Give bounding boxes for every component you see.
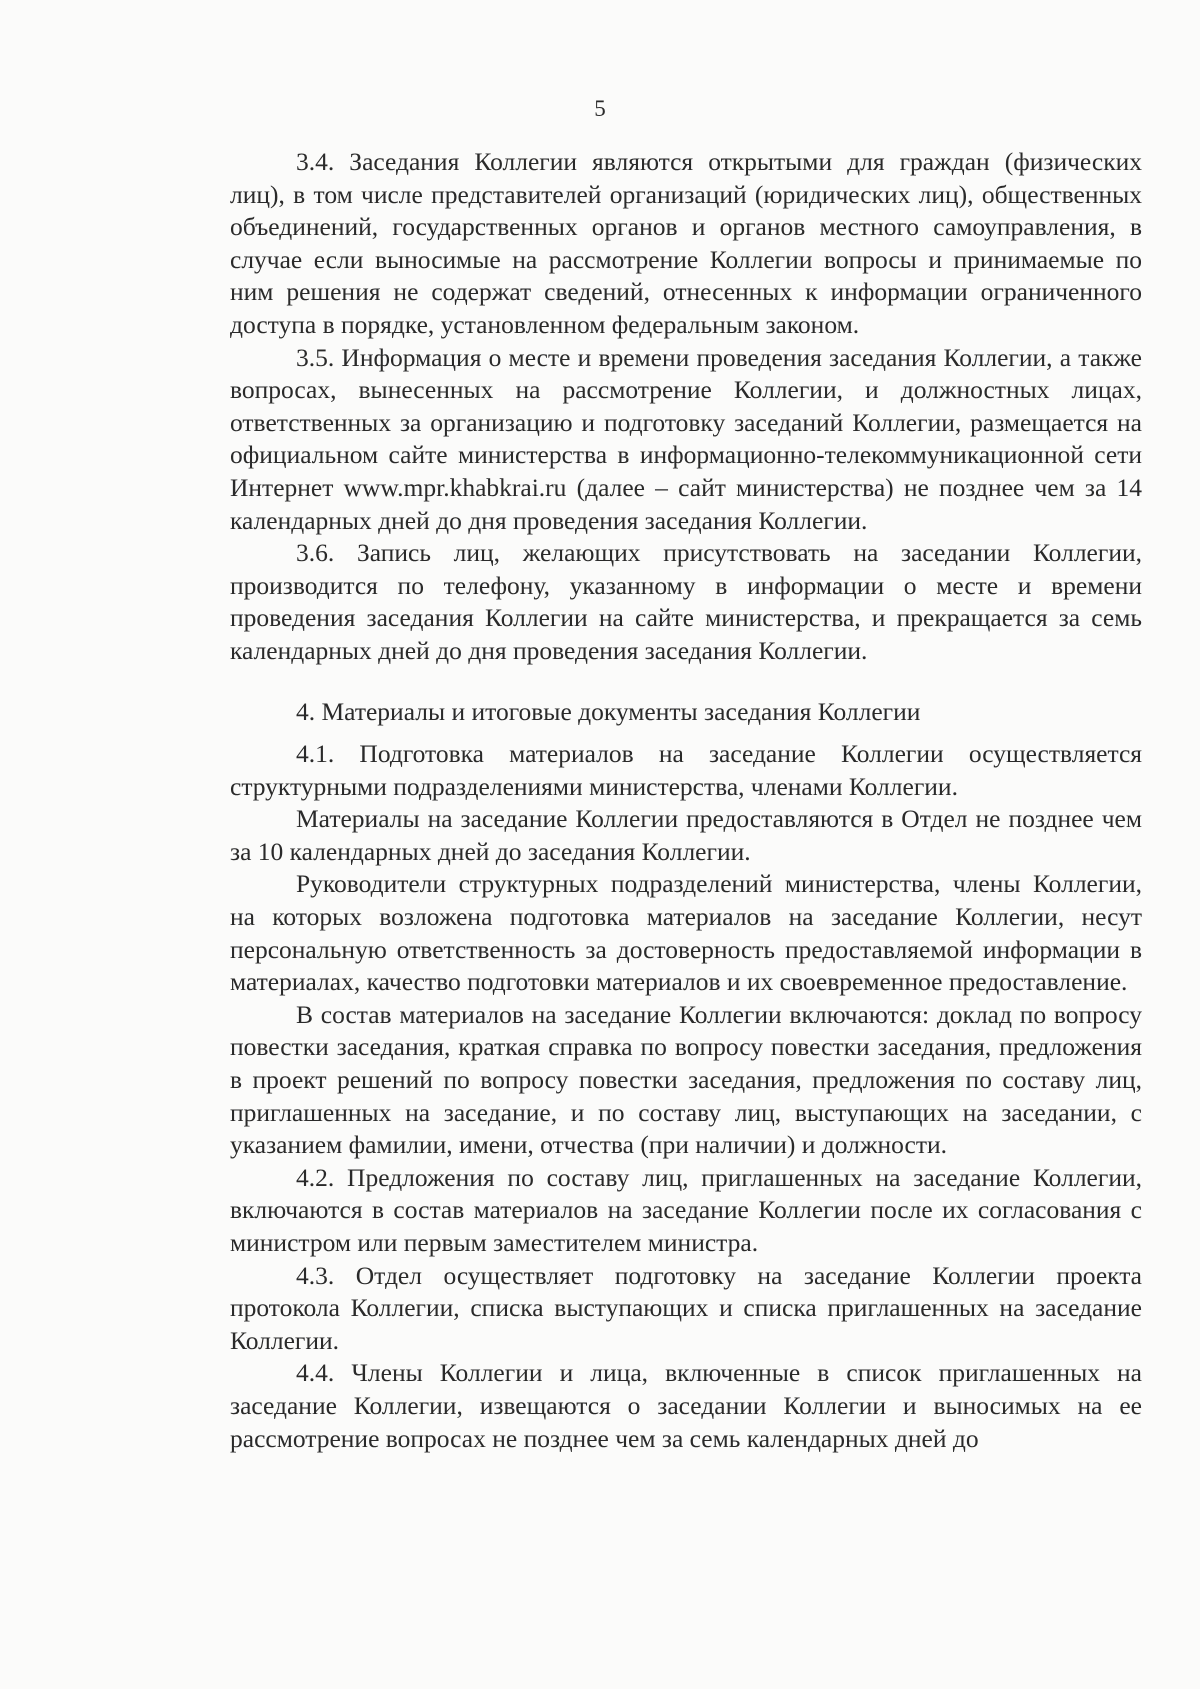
paragraph-materials-composition: В состав материалов на заседание Коллегии включаются: доклад по вопросу повестки заседания, краткая справка по вопросу повестки заседания, предложения в проект решений по вопросу повестки заседания, предложения по составу лиц, приглашенных на заседание, и по составу лиц, выступающих на заседании, с указанием фамилии, имени, отчества (при наличии) и должности. bbox=[230, 999, 1142, 1160]
page-number: 5 bbox=[594, 96, 606, 121]
paragraph-3-4: 3.4. Заседания Коллегии являются открытыми для граждан (физических лиц), в том числе представителей организаций (юридических лиц), общественных объединений, государственных органов и органов местного самоуправления, в случае если выносимые на рассмотрение Коллегии вопросы и принимаемые по ним решения не содержат сведений, отнесенных к информации ограниченного доступа в порядке, установленном федеральным законом. bbox=[230, 147, 1142, 339]
paragraph-responsibility: Руководители структурных подразделений министерства, члены Коллегии, на которых возложена подготовка материалов на заседание Коллегии, несут персональную ответственность за достоверность предоставляемой информации в материалах, качество подготовки материалов и их своевременное предоставление. bbox=[230, 869, 1142, 997]
paragraph-3-5: 3.5. Информация о месте и времени проведения заседания Коллегии, а также вопросах, вынесенных на рассмотрение Коллегии, и должностных лицах, ответственных за организацию и подготовку заседаний Коллегии, размещается на официальном сайте министерства в информационно-телекоммуникационной сети Интернет www.mpr.khabkrai.ru (далее – сайт министерства) не позднее чем за 14 календарных дней до дня проведения заседания Коллегии. bbox=[230, 342, 1142, 535]
section-heading-4: 4. Материалы и итоговые документы заседания Коллегии bbox=[296, 696, 921, 726]
document-body bbox=[230, 146, 1142, 1455]
paragraph-3-6: 3.6. Запись лиц, желающих присутствовать на заседании Коллегии, производится по телефону, указанному в информации о месте и времени проведения заседания Коллегии на сайте министерства, и прекращается за семь календарных дней до дня проведения заседания Коллегии. bbox=[230, 538, 1142, 665]
paragraph-4-3: 4.3. Отдел осуществляет подготовку на заседание Коллегии проекта протокола Коллегии, списка выступающих и списка приглашенных на заседание Коллегии. bbox=[230, 1260, 1142, 1355]
paragraph-4-4: 4.4. Члены Коллегии и лица, включенные в список приглашенных на заседание Коллегии, извещаются о заседании Коллегии и выносимых на ее рассмотрение вопросах не позднее чем за семь календарных дней до bbox=[230, 1358, 1142, 1453]
paragraph-4-1: 4.1. Подготовка материалов на заседание Коллегии осуществляется структурными подразделениями министерства, членами Коллегии. bbox=[230, 739, 1142, 801]
paragraph-materials-deadline: Материалы на заседание Коллегии предоставляются в Отдел не позднее чем за 10 календарных дней до заседания Коллегии. bbox=[230, 804, 1142, 866]
paragraph-4-2: 4.2. Предложения по составу лиц, приглашенных на заседание Коллегии, включаются в состав материалов на заседание Коллегии после их согласования с министром или первым заместителем министра. bbox=[230, 1162, 1142, 1257]
